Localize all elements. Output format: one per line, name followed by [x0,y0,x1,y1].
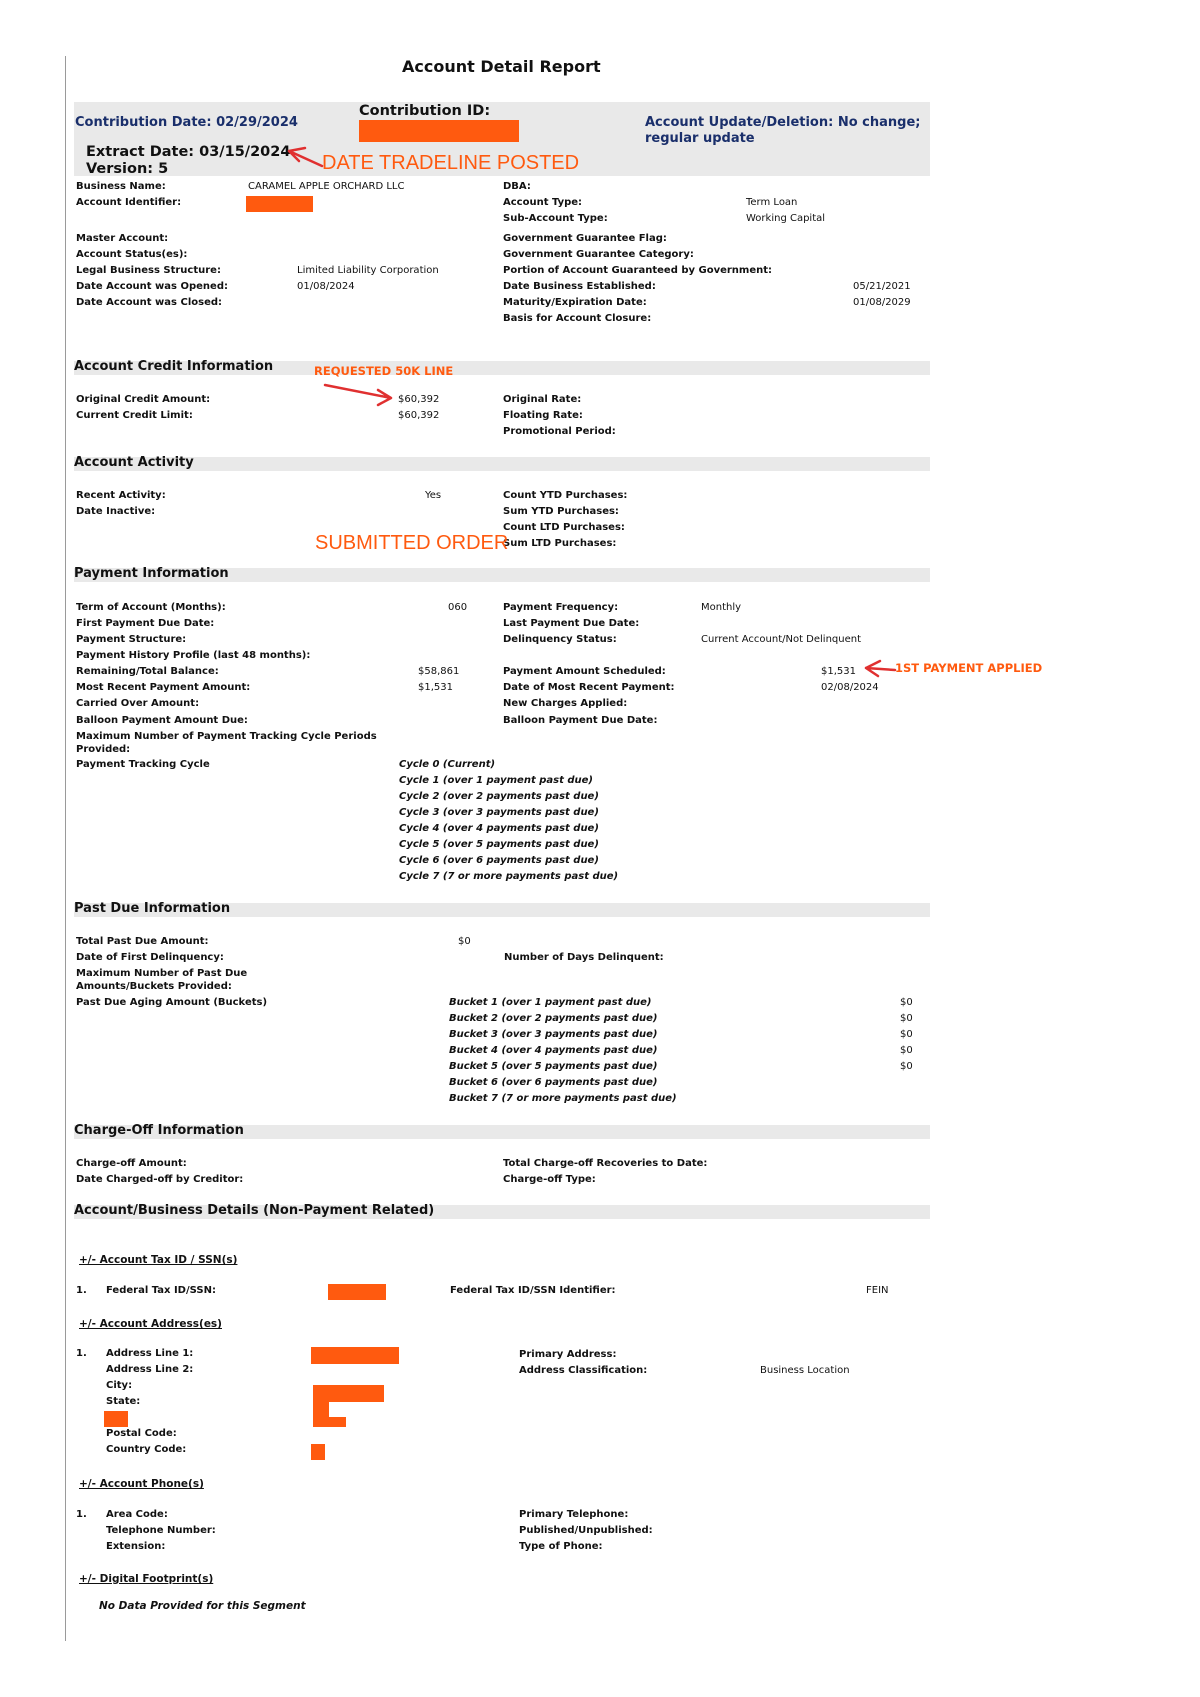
address-line2-label: Address Line 2: [106,1364,194,1375]
section-bar-activity [74,457,930,471]
extension-label: Extension: [106,1541,166,1552]
postal-label: Postal Code: [106,1428,177,1439]
days-delinquent-label: Number of Days Delinquent: [504,952,664,963]
cycle-item: Cycle 5 (over 5 payments past due) [399,839,599,850]
sub-account-type-label: Sub-Account Type: [503,213,608,224]
established-label: Date Business Established: [503,281,656,292]
balloon-date-label: Balloon Payment Due Date: [503,715,658,726]
established-date: 05/21/2021 [853,281,911,292]
first-delinquency-label: Date of First Delinquency: [76,952,224,963]
carried-label: Carried Over Amount: [76,698,200,709]
new-charges-label: New Charges Applied: [503,698,628,709]
first-due-label: First Payment Due Date: [76,618,215,629]
original-amount: $60,392 [398,394,440,405]
annotation-submitted: SUBMITTED ORDER [315,532,509,554]
business-name-label: Business Name: [76,181,166,192]
bucket-item: Bucket 2 (over 2 payments past due) [449,1013,658,1024]
bucket-value: $0 [900,1013,913,1024]
update-status-line1: Account Update/Deletion: No change; [645,115,921,130]
tax-id-label: Federal Tax ID/SSN: [106,1285,216,1296]
phone-type-label: Type of Phone: [519,1541,603,1552]
master-account-label: Master Account: [76,233,169,244]
redaction-state-tail [313,1417,346,1427]
chargeoff-recoveries-label: Total Charge-off Recoveries to Date: [503,1158,708,1169]
maturity-label: Maturity/Expiration Date: [503,297,647,308]
term-label: Term of Account (Months): [76,602,226,613]
history-label: Payment History Profile (last 48 months): [76,650,311,661]
sum-ltd-label: Sum LTD Purchases: [503,538,617,549]
cycle-item: Cycle 3 (over 3 payments past due) [399,807,599,818]
primary-phone-label: Primary Telephone: [519,1509,629,1520]
delinquency-label: Delinquency Status: [503,634,617,645]
dba-label: DBA: [503,181,531,192]
section-title-pastdue: Past Due Information [74,901,231,916]
no-data-message: No Data Provided for this Segment [99,1600,306,1612]
address-line1-label: Address Line 1: [106,1348,194,1359]
account-type: Term Loan [746,197,798,208]
bucket-item: Bucket 3 (over 3 payments past due) [449,1029,658,1040]
contribution-id-label: Contribution ID: [359,103,491,119]
balance: $58,861 [418,666,460,677]
chargeoff-date-label: Date Charged-off by Creditor: [76,1174,244,1185]
annotation-first-payment: 1ST PAYMENT APPLIED [895,661,1043,675]
section-title-chargeoff: Charge-Off Information [74,1123,244,1138]
floating-rate-label: Floating Rate: [503,410,583,421]
version: Version: 5 [86,161,169,177]
original-amount-label: Original Credit Amount: [76,394,211,405]
primary-address-label: Primary Address: [519,1349,617,1360]
total-past-due-label: Total Past Due Amount: [76,936,209,947]
date-opened: 01/08/2024 [297,281,355,292]
maturity-date: 01/08/2029 [853,297,911,308]
business-name: CARAMEL APPLE ORCHARD LLC [248,181,405,192]
redaction-tax-id [328,1284,386,1300]
last-due-label: Last Payment Due Date: [503,618,640,629]
bucket-item: Bucket 5 (over 5 payments past due) [449,1061,658,1072]
bucket-value: $0 [900,1045,913,1056]
recent-activity-label: Recent Activity: [76,490,166,501]
recent-date-label: Date of Most Recent Payment: [503,682,675,693]
tax-identifier: FEIN [866,1285,889,1296]
arrow-date-posted [289,148,322,166]
chargeoff-type-label: Charge-off Type: [503,1174,596,1185]
phone-row-number: 1. [76,1509,87,1520]
cycle-item: Cycle 0 (Current) [399,759,496,770]
account-identifier-label: Account Identifier: [76,197,182,208]
sum-ytd-label: Sum YTD Purchases: [503,506,619,517]
scheduled-amount: $1,531 [821,666,856,677]
delinquency: Current Account/Not Delinquent [701,634,862,645]
term: 060 [448,602,468,613]
published-label: Published/Unpublished: [519,1525,653,1536]
country-label: Country Code: [106,1444,187,1455]
arrow-requested [325,385,391,405]
count-ytd-label: Count YTD Purchases: [503,490,628,501]
balance-label: Remaining/Total Balance: [76,666,219,677]
original-rate-label: Original Rate: [503,394,582,405]
legal-structure: Limited Liability Corporation [297,265,439,276]
section-title-details: Account/Business Details (Non-Payment Related) [74,1203,435,1218]
redaction-address-line1 [311,1347,399,1364]
gov-category-label: Government Guarantee Category: [503,249,694,260]
annotation-date-posted: DATE TRADELINE POSTED [322,152,580,174]
bucket-value: $0 [900,997,913,1008]
account-type-label: Account Type: [503,197,583,208]
cycle-item: Cycle 6 (over 6 payments past due) [399,855,599,866]
recent-date: 02/08/2024 [821,682,879,693]
sub-account-type: Working Capital [746,213,826,224]
tax-heading[interactable]: +/- Account Tax ID / SSN(s) [79,1254,238,1266]
redaction-address-misc [104,1411,128,1427]
structure-label: Payment Structure: [76,634,187,645]
arrow-first-payment [866,661,895,676]
tracking-label: Payment Tracking Cycle [76,759,210,770]
phone-heading[interactable]: +/- Account Phone(s) [79,1478,204,1490]
report-title: Account Detail Report [402,57,601,76]
max-buckets-label-1: Maximum Number of Past Due [76,968,248,979]
recent-activity: Yes [425,490,442,501]
date-closed-label: Date Account was Closed: [76,297,223,308]
recent-amount-label: Most Recent Payment Amount: [76,682,251,693]
max-cycles-label-2: Provided: [76,744,131,755]
bucket-value: $0 [900,1061,913,1072]
account-status-label: Account Status(es): [76,249,188,260]
gov-flag-label: Government Guarantee Flag: [503,233,667,244]
current-limit-label: Current Credit Limit: [76,410,193,421]
address-row-number: 1. [76,1348,87,1359]
cycle-item: Cycle 7 (7 or more payments past due) [399,871,619,882]
max-cycles-label-1: Maximum Number of Payment Tracking Cycle Periods [76,731,377,742]
date-inactive-label: Date Inactive: [76,506,156,517]
total-past-due: $0 [458,936,471,947]
current-limit: $60,392 [398,410,440,421]
scheduled-label: Payment Amount Scheduled: [503,666,666,677]
promo-period-label: Promotional Period: [503,426,616,437]
address-class-label: Address Classification: [519,1365,648,1376]
tax-identifier-label: Federal Tax ID/SSN Identifier: [450,1285,616,1296]
address-class: Business Location [760,1365,850,1376]
recent-amount: $1,531 [418,682,453,693]
cycle-item: Cycle 1 (over 1 payment past due) [399,775,593,786]
digital-heading[interactable]: +/- Digital Footprint(s) [79,1573,214,1585]
count-ltd-label: Count LTD Purchases: [503,522,625,533]
bucket-item: Bucket 7 (7 or more payments past due) [449,1093,677,1104]
max-buckets-label-2: Amounts/Buckets Provided: [76,981,232,992]
city-label: City: [106,1380,133,1391]
aging-label: Past Due Aging Amount (Buckets) [76,997,268,1008]
redaction-account-identifier [246,196,313,212]
section-title-activity: Account Activity [74,455,194,470]
extract-date: Extract Date: 03/15/2024 [86,144,291,160]
section-title-payment: Payment Information [74,566,229,581]
frequency-label: Payment Frequency: [503,602,619,613]
bucket-value: $0 [900,1029,913,1040]
section-title-credit: Account Credit Information [74,359,274,374]
telephone-label: Telephone Number: [106,1525,216,1536]
frequency: Monthly [701,602,742,613]
bucket-item: Bucket 1 (over 1 payment past due) [449,997,652,1008]
area-code-label: Area Code: [106,1509,168,1520]
date-opened-label: Date Account was Opened: [76,281,228,292]
cycle-item: Cycle 4 (over 4 payments past due) [399,823,599,834]
address-heading[interactable]: +/- Account Address(es) [79,1318,222,1330]
redaction-country [311,1444,325,1460]
update-status-line2: regular update [645,131,755,146]
legal-structure-label: Legal Business Structure: [76,265,221,276]
cycle-item: Cycle 2 (over 2 payments past due) [399,791,599,802]
state-label: State: [106,1396,141,1407]
bucket-item: Bucket 4 (over 4 payments past due) [449,1045,658,1056]
chargeoff-amount-label: Charge-off Amount: [76,1158,187,1169]
bucket-item: Bucket 6 (over 6 payments past due) [449,1077,658,1088]
annotation-requested: REQUESTED 50K LINE [314,364,454,378]
closure-basis-label: Basis for Account Closure: [503,313,652,324]
balloon-label: Balloon Payment Amount Due: [76,715,248,726]
tax-row-number: 1. [76,1285,87,1296]
contribution-date: Contribution Date: 02/29/2024 [75,115,298,130]
gov-portion-label: Portion of Account Guaranteed by Government: [503,265,773,276]
